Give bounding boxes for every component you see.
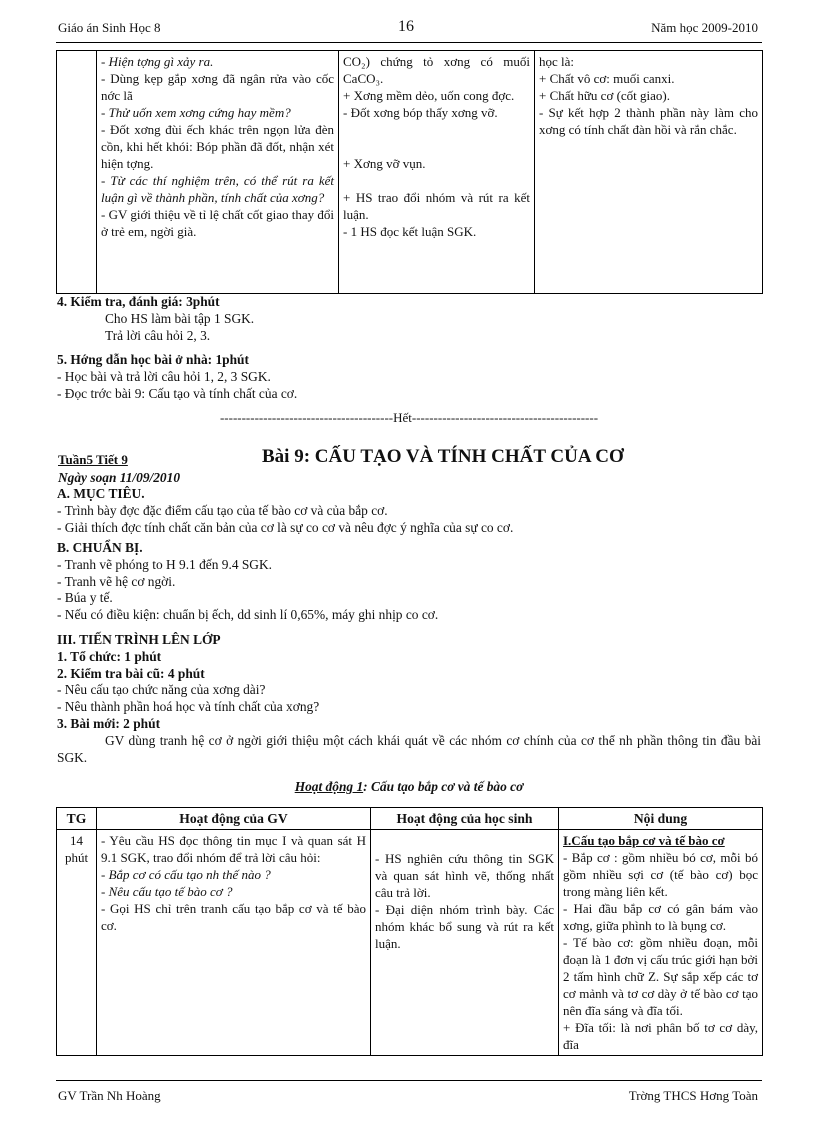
section-b (57, 540, 761, 624)
gv-line: - GV giới thiệu về tỉ lệ chất cốt giao thay đổi ở trẻ em, ngời già. (101, 207, 334, 239)
section-a-heading: A. MỤC TIÊU. (57, 486, 145, 501)
gv-line: - Bắp cơ có cấu tạo nh thế nào ? (101, 867, 271, 882)
hs-line: + Xơng vỡ vụn. (343, 156, 426, 171)
footer-right: Trờng THCS Hơng Toàn (628, 1088, 758, 1103)
end-separator: ----------------------------------------Hết------------------------------------------- (219, 410, 599, 425)
col-header-hs: Hoạt động của học sinh (371, 808, 559, 830)
section-5-heading: 5. Hớng dẫn học bài ở nhà: 1phút (57, 352, 249, 367)
section-a (57, 486, 761, 536)
week-label: Tuần5 Tiết 9 (58, 452, 128, 467)
table-row (57, 51, 763, 294)
table-row (57, 830, 763, 1056)
content-line: + Chất hữu cơ (cốt giao). (539, 88, 670, 103)
hs-line: CO₂) chứng tỏ xơng có muối CaCO₃. (343, 54, 530, 86)
footer-left: GV Trần Nh Hoàng (58, 1088, 161, 1103)
section-a-line: - Trình bày đợc đặc điểm cấu tạo của tế bào cơ và của bắp cơ. (57, 502, 388, 518)
lesson-title: Bài 9: CẤU TẠO VÀ TÍNH CHẤT CỦA CƠ (262, 446, 624, 467)
hs-spacer (343, 121, 530, 155)
gv-line: - Từ các thí nghiệm trên, có thể rút ra kết luận gì về thành phần, tính chất của xơng? (101, 173, 334, 205)
content-line: học là: (539, 54, 575, 69)
table-continuation (56, 50, 763, 294)
section-4-line: Trả lời câu hỏi 2, 3. (105, 327, 211, 343)
check-line: - Nêu cấu tạo chức năng của xơng dài? (57, 682, 266, 698)
header-right: Năm học 2009-2010 (651, 20, 758, 35)
footer-divider (56, 1080, 762, 1081)
section-b-line: - Búa y tế. (57, 590, 113, 606)
gv-line: - Thử uốn xem xơng cứng hay mềm? (101, 105, 291, 120)
hs-line: - Đại diện nhóm trình bày. Các nhóm khác bổ sung và rút ra kết luận. (375, 902, 554, 951)
section-4-heading: 4. Kiểm tra, đánh giá: 3phút (57, 294, 220, 309)
col-header-content: Nội dung (559, 808, 763, 830)
tg-cell: 14 phút (57, 830, 97, 1056)
prep-date: Ngày soạn 11/09/2010 (58, 470, 181, 485)
content-line: - Sự kết hợp 2 thành phần này làm cho xơng có tính chất đàn hồi và rắn chắc. (539, 105, 758, 137)
hs-line: - Đốt xơng bóp thấy xơng vỡ. (343, 105, 498, 120)
content-line: - Tế bào cơ: gồm nhiều đoạn, mỗi đoạn là 1 đơn vị cấu trúc giới hạn bởi 2 tấm hình chữ Z. Sự sắp xếp các tơ cơ mảnh và tơ cơ dày ở tế bào cơ tạo nên đĩa sáng và đĩa tối. (563, 935, 758, 1018)
gv-line: - Gọi HS chỉ trên tranh cấu tạo bắp cơ và tế bào cơ. (101, 901, 366, 933)
tg-cell (57, 51, 97, 294)
section-b-line: - Nếu có điều kiện: chuẩn bị ếch, dd sinh lí 0,65%, máy ghi nhịp co cơ. (57, 607, 439, 623)
hs-activity-cell (339, 51, 535, 294)
header-divider (56, 42, 762, 43)
gv-line: - Hiện tợng gì xảy ra. (101, 54, 214, 69)
hs-spacer (343, 172, 530, 189)
page-number: 16 (398, 18, 414, 35)
hs-line: + HS trao đổi nhóm và rút ra kết luận. (343, 190, 530, 222)
gv-activity-cell (97, 51, 339, 294)
activity-heading (56, 779, 762, 795)
content-line: - Hai đầu bắp cơ có gân bám vào xơng, giữa phình to là bụng cơ. (563, 901, 758, 933)
check-heading: 2. Kiểm tra bài cũ: 4 phút (57, 665, 205, 681)
table-header-row (57, 808, 763, 830)
content-line: + Chất vô cơ: muối canxi. (539, 71, 675, 86)
check-line: - Nêu thành phần hoá học và tính chất của xơng? (57, 699, 320, 715)
col-header-gv: Hoạt động của GV (97, 808, 371, 830)
col-header-tg: TG (57, 808, 97, 830)
section-a-line: - Giải thích đợc tính chất căn bản của cơ là sự co cơ và nêu đợc ý nghĩa của sự co cơ. (57, 519, 514, 535)
hs-line: + Xơng mềm dẻo, uốn cong đợc. (343, 88, 515, 103)
section-4-line: Cho HS làm bài tập 1 SGK. (105, 310, 255, 326)
gv-line: - Dùng kẹp gắp xơng đã ngân rửa vào cốc nớc lã (101, 71, 334, 103)
gv-activity-cell (97, 830, 371, 1056)
content-title: I.Cấu tạo bắp cơ và tế bào cơ (563, 833, 725, 848)
section-iii-heading: III. TIẾN TRÌNH LÊN LỚP (57, 632, 221, 647)
intro-paragraph: GV dùng tranh hệ cơ ở ngời giới thiệu một cách khái quát về các nhóm cơ chính của cơ thể nh phần thông tin đầu bài SGK. (57, 732, 761, 765)
new-lesson-heading: 3. Bài mới: 2 phút (57, 715, 161, 731)
content-line: + Đĩa tối: là nơi phân bố tơ cơ dày, đĩa (563, 1020, 758, 1052)
gv-line: - Đốt xơng đùi ếch khác trên ngọn lửa đèn cồn, khi hết khói: Bóp phần đã đốt, nhận xét hiện tợng. (101, 122, 334, 171)
content-cell (559, 830, 763, 1056)
section-5-line: - Học bài và trả lời câu hỏi 1, 2, 3 SGK. (57, 368, 271, 384)
header-left: Giáo án Sinh Học 8 (58, 20, 161, 35)
hs-activity-cell (371, 830, 559, 1056)
activity-table (56, 807, 763, 1056)
section-b-heading: B. CHUẨN BỊ. (57, 540, 143, 555)
content-cell (535, 51, 763, 294)
gv-line: - Nêu cấu tạo tế bào cơ ? (101, 884, 233, 899)
hs-line: - 1 HS đọc kết luận SGK. (343, 224, 477, 239)
section-5-line: - Đọc trớc bài 9: Cấu tạo và tính chất của cơ. (57, 385, 298, 401)
content-line: - Bắp cơ : gồm nhiều bó cơ, mỗi bó gồm nhiều sợi cơ (tế bào cơ) bọc trong màng liên kết. (563, 850, 758, 899)
section-b-line: - Tranh vẽ phóng to H 9.1 đến 9.4 SGK. (57, 556, 272, 572)
org-heading: 1. Tổ chức: 1 phút (57, 648, 162, 664)
section-4 (57, 294, 761, 344)
section-iii (57, 632, 761, 766)
activity-label: Hoạt động 1 (294, 779, 364, 794)
activity-title: : Cấu tạo bắp cơ và tế bào cơ (363, 779, 524, 794)
section-b-line: - Tranh vẽ hệ cơ ngời. (57, 573, 176, 589)
section-5 (57, 352, 761, 402)
gv-line: - Yêu cầu HS đọc thông tin mục I và quan sát H 9.1 SGK, trao đổi nhóm để trả lời câu hỏi: (101, 833, 366, 865)
hs-line: - HS nghiên cứu thông tin SGK và quan sát hình vẽ, thống nhất câu trả lời. (375, 851, 554, 900)
